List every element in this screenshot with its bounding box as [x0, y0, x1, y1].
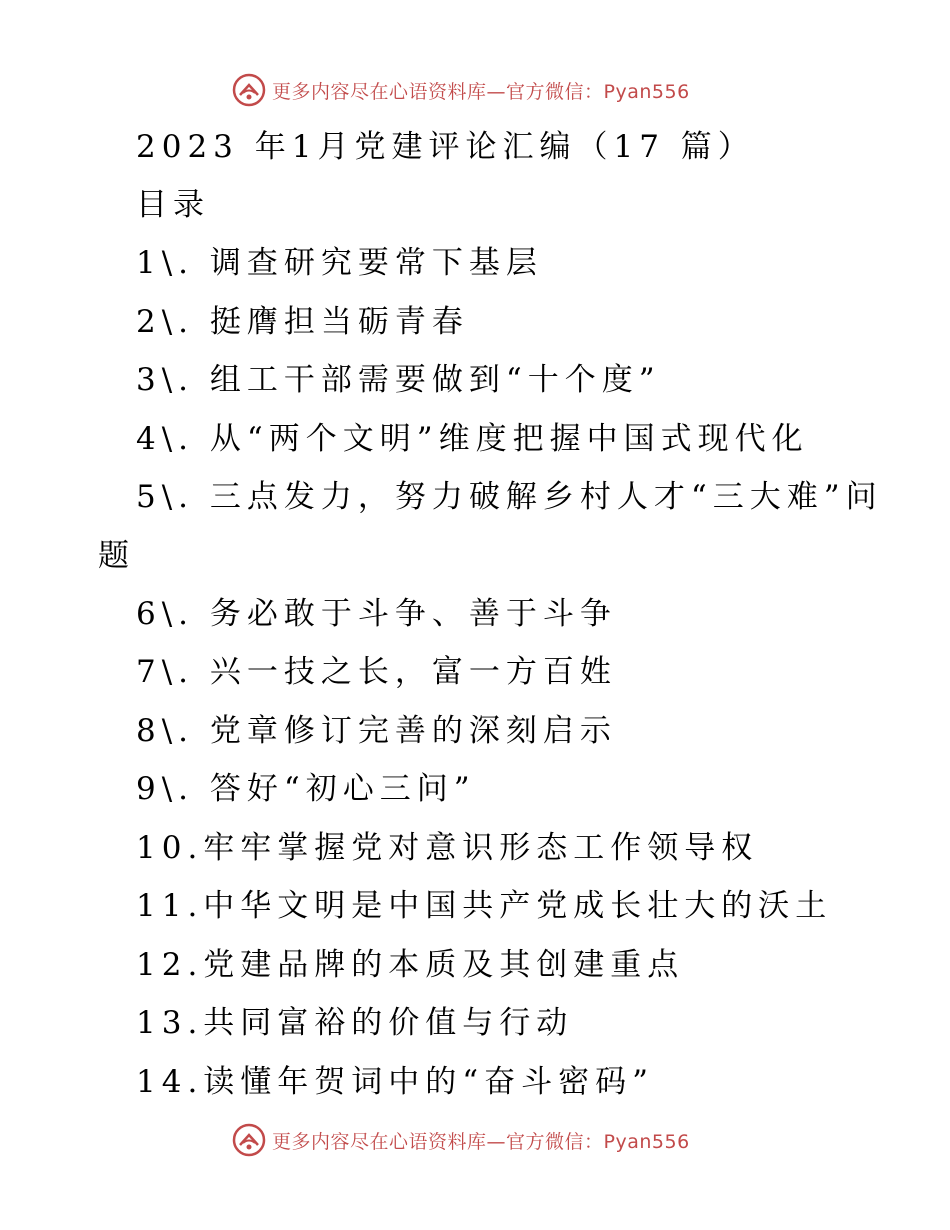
- toc-item: 13.共同富裕的价值与行动: [136, 1005, 574, 1041]
- toc-item: 9\. 答好“初心三问”: [136, 771, 476, 807]
- toc-item: 6\. 务必敢于斗争、善于斗争: [136, 596, 617, 632]
- book-logo-icon: [232, 73, 266, 107]
- toc-item: 7\. 兴一技之长，富一方百姓: [136, 654, 617, 690]
- toc-item: 1\. 调查研究要常下基层: [136, 245, 543, 281]
- toc-item: 14.读懂年贺词中的“奋斗密码”: [136, 1064, 654, 1100]
- toc-item-continuation: 题: [98, 538, 135, 574]
- watermark-banner-top: [232, 72, 690, 108]
- watermark-banner-bottom: [232, 1122, 690, 1158]
- watermark-text-bottom: 更多内容尽在心语资料库—官方微信：Pyan556: [272, 1130, 690, 1153]
- book-logo-icon: [232, 1123, 266, 1157]
- toc-item: 4\. 从“两个文明”维度把握中国式现代化: [136, 421, 809, 457]
- toc-item: 5\. 三点发力，努力破解乡村人才“三大难”问: [136, 479, 883, 515]
- toc-item: 10.牢牢掌握党对意识形态工作领导权: [136, 830, 759, 866]
- toc-heading: 目录: [136, 187, 210, 223]
- watermark-text-top: 更多内容尽在心语资料库—官方微信：Pyan556: [272, 80, 690, 103]
- toc-item: 11.中华文明是中国共产党成长壮大的沃土: [136, 888, 833, 924]
- document-title: 2023 年1月党建评论汇编（17 篇）: [136, 129, 755, 165]
- toc-item: 2\. 挺膺担当砺青春: [136, 304, 469, 340]
- toc-item: 3\. 组工干部需要做到“十个度”: [136, 362, 661, 398]
- toc-item: 8\. 党章修订完善的深刻启示: [136, 713, 617, 749]
- toc-item: 12.党建品牌的本质及其创建重点: [136, 947, 685, 983]
